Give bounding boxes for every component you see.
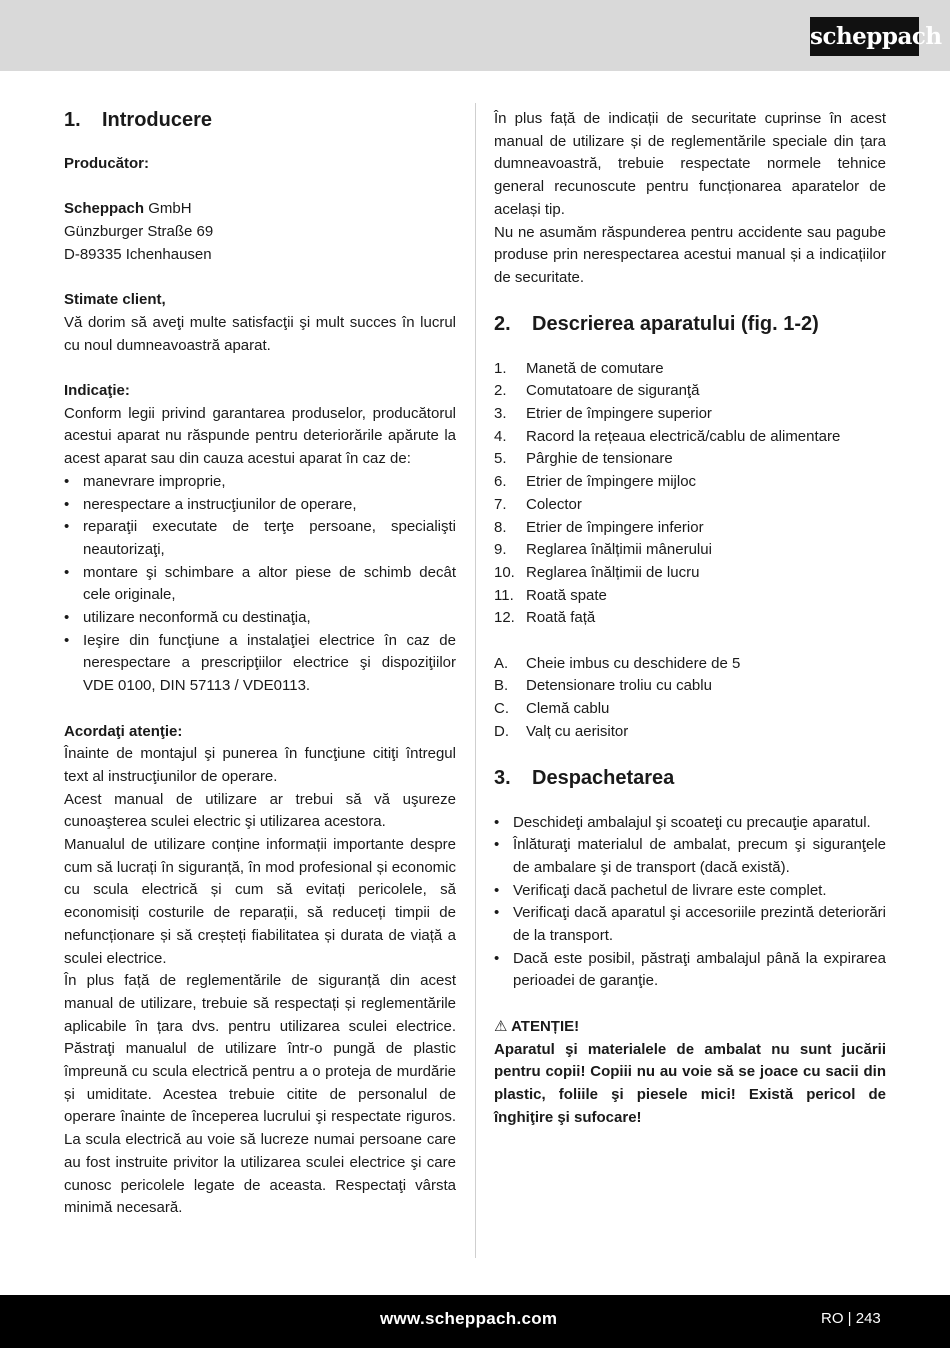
list-item: • reparaţii executate de terţe persoane, specialişti neautorizaţi, [64, 516, 456, 561]
item-label: Valț cu aerisitor [526, 722, 629, 740]
item-label: Roată față [526, 609, 596, 627]
list-item: • Ieşire din funcţiune a instalaţiei electrice în caz de nerespectare a prescripţiilor electrice şi dispoziţiilor VDE 0100, DIN 57113 / VDE0113. [64, 630, 456, 698]
list-item [494, 585, 886, 608]
company-name [64, 198, 456, 221]
list-item: • Înlăturaţi materialul de ambalat, precum şi siguranţele de ambalare şi de transport (dacă există). [494, 834, 886, 879]
website-link[interactable]: www.scheppach.com [380, 1309, 558, 1328]
warning-heading [494, 1016, 886, 1039]
item-label: Manetă de comutare [526, 359, 664, 377]
item-number: 6. [494, 473, 507, 491]
section-title: Descrierea aparatului (fig. 1-2) [532, 312, 819, 335]
section-number: 1. [64, 109, 81, 131]
list-item [494, 653, 886, 676]
item-letter: D. [494, 722, 509, 740]
item-number: 7. [494, 495, 507, 513]
company-suffix: GmbH [144, 200, 192, 218]
page-number: 243 [855, 1310, 881, 1327]
footer-bar [0, 1295, 950, 1348]
item-number: 3. [494, 405, 507, 423]
item-number: 10. [494, 563, 515, 581]
list-item [494, 721, 886, 744]
section-title: Despachetarea [532, 766, 675, 789]
item-label: Racord la rețeaua electrică/cablu de alimentare [526, 427, 841, 445]
language-code: RO [821, 1310, 844, 1327]
list-item [494, 448, 886, 471]
separator: | [847, 1310, 852, 1327]
list-item [494, 426, 886, 449]
producer-label: Producător: [64, 155, 150, 172]
list-item [494, 380, 886, 403]
attention-label: Acordaţi atenţie: [64, 722, 183, 740]
section-2-heading [494, 312, 886, 336]
paragraph: În plus față de reglementările de siguranță din acest manual de utilizare, trebuie să respectați și reglementările aplicabile în țara dvs. pentru utilizarea sculei electrice. Păstraţi manualul de utilizare într-o pungă de plastic împreună cu scula electrică pentru a o proteja de murdărie și umiditate. Acestea trebuie citite de personalul de operare înainte de începerea lucrului şi respectate riguros. La scula electrică au voie să lucreze numai persoane care au fost instruite privitor la utilizarea sculei electrice şi care cunosc pericolele legate de aceasta. Respectaţi vârsta minimă necesară. [64, 972, 456, 1217]
header-bar [0, 0, 950, 71]
item-number: 12. [494, 609, 515, 627]
item-label: Etrier de împingere inferior [526, 518, 704, 536]
item-number: 11. [494, 586, 514, 604]
greeting: Stimate client, [64, 291, 166, 309]
unpack-list [494, 812, 886, 994]
item-label: Roată spate [526, 586, 607, 604]
item-label: Pârghie de tensionare [526, 450, 673, 468]
item-number: 5. [494, 450, 507, 468]
warning-text: Aparatul şi materialele de ambalat nu sunt jucării pentru copii! Copiii nu au voie să se joace cu sacii din plastic, foliile şi piesele mici! Există pericol de înghiţire şi sufocare! [494, 1040, 886, 1126]
section-number: 2. [494, 312, 511, 335]
list-item: • montare şi schimbare a altor piese de schimb decât cele originale, [64, 562, 456, 607]
list-item: • nerespectare a instrucţiunilor de operare, [64, 494, 456, 517]
list-item [494, 471, 886, 494]
item-label: Reglarea înălțimii de lucru [526, 563, 700, 581]
address-line: D-89335 Ichenhausen [64, 245, 212, 263]
item-label: Clemă cablu [526, 700, 610, 718]
paragraph: Acest manual de utilizare ar trebui să vă uşureze cunoaşterea sculei electric şi utilizarea acestora. [64, 790, 456, 831]
page-indicator [821, 1310, 881, 1327]
left-column [64, 108, 456, 1220]
item-label: Comutatoare de siguranţă [526, 382, 700, 400]
item-number: 8. [494, 518, 507, 536]
list-item: • Deschideţi ambalajul şi scoateţi cu precauţie aparatul. [494, 812, 886, 835]
item-letter: C. [494, 700, 509, 718]
section-title: Introducere [102, 109, 213, 131]
list-item: • Dacă este posibil, păstraţi ambalajul până la expirarea perioadei de garanţie. [494, 948, 886, 993]
list-item [494, 517, 886, 540]
list-item [494, 403, 886, 426]
section-number: 3. [494, 766, 511, 789]
item-letter: B. [494, 677, 509, 695]
item-number: 9. [494, 541, 507, 559]
note-text: Conform legii privind garantarea produselor, producătorul acestui aparat nu răspunde pentru deteriorările apărute la acest aparat sau din cauza acestui aparat în caz de: [64, 404, 456, 468]
list-item [494, 494, 886, 517]
right-column [494, 108, 886, 1129]
item-label: Cheie imbus cu deschidere de 5 [526, 654, 741, 672]
item-number: 1. [494, 359, 507, 377]
item-letter: A. [494, 654, 509, 672]
company-brand: Scheppach [64, 200, 145, 218]
warning-title: ATENȚIE! [511, 1017, 580, 1035]
paragraph: Înainte de montajul şi punerea în funcţiune citiţi întregul text al instrucţiunilor de operare. [64, 745, 456, 785]
greeting-text: Vă dorim să aveţi multe satisfacţii şi mult succes în lucrul cu noul dumneavoastră aparat. [64, 313, 456, 354]
accessories-list [494, 653, 886, 744]
item-label: Detensionare troliu cu cablu [526, 677, 712, 695]
scheppach-logo: scheppach [810, 17, 919, 56]
paragraph: În plus față de indicații de securitate cuprinse în acest manual de utilizare și de reglementările speciale din țara dumneavoastră, trebuie respectate normele tehnice general recunoscute pentru funcționarea aparatelor de același tip. [494, 110, 886, 218]
warning-icon: ⚠ [494, 1017, 508, 1035]
section-1-heading [64, 108, 456, 132]
list-item: • manevrare improprie, [64, 471, 456, 494]
item-number: 4. [494, 427, 507, 445]
note-label: Indicaţie: [64, 381, 130, 399]
item-number: 2. [494, 382, 507, 400]
column-divider [475, 103, 476, 1258]
parts-list [494, 358, 886, 630]
list-item: • utilizare neconformă cu destinaţia, [64, 607, 456, 630]
item-label: Etrier de împingere superior [526, 405, 712, 423]
list-item [494, 698, 886, 721]
item-label: Etrier de împingere mijloc [526, 473, 697, 491]
list-item [494, 675, 886, 698]
section-3-heading [494, 766, 886, 790]
list-item [494, 358, 886, 381]
list-item: • Verificaţi dacă aparatul şi accesoriile prezintă deteriorări de la transport. [494, 902, 886, 947]
paragraph: Nu ne asumăm răspunderea pentru accidente sau pagube produse prin nerespectarea acestui manual și a indicațiilor de securitate. [494, 223, 886, 286]
note-list [64, 471, 456, 698]
list-item: • Verificaţi dacă pachetul de livrare este complet. [494, 880, 886, 903]
item-label: Reglarea înălțimii mânerului [526, 541, 712, 559]
list-item [494, 607, 886, 630]
item-label: Colector [526, 495, 582, 513]
list-item [494, 562, 886, 585]
list-item [494, 539, 886, 562]
paragraph: Manualul de utilizare conține informații importante despre cum să lucrați în siguranță, în mod profesional și economic cu scula electrică și cum să evitați pericolele, să economisiți costurile de reparații, să reduceți timpii de nefuncționare și să creșteți fiabilitatea și durata de viață a sculei electrice. [64, 836, 456, 967]
address-line: Günzburger Straße 69 [64, 223, 214, 241]
